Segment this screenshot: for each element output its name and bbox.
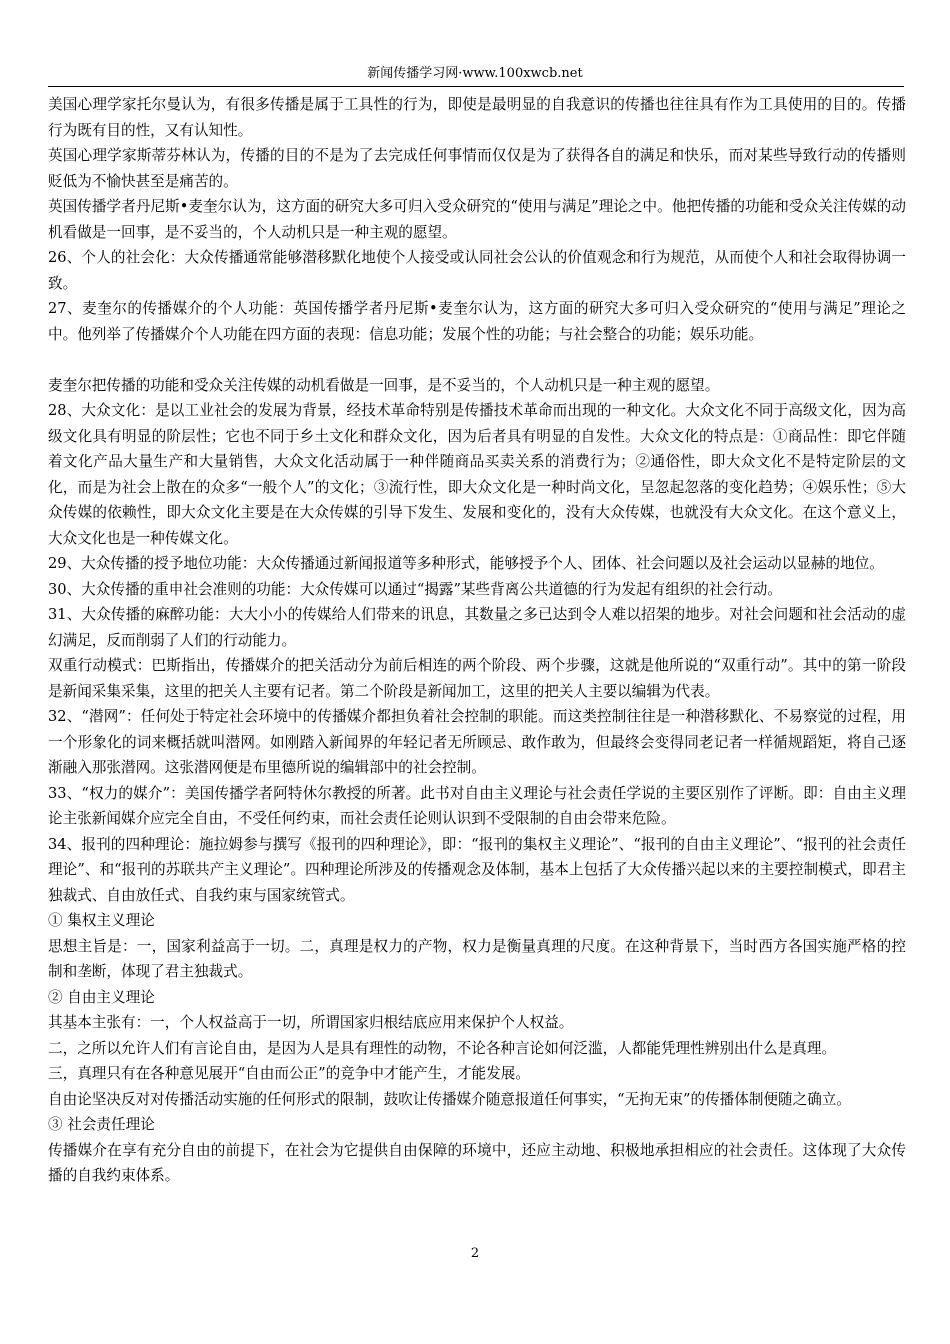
paragraph: 二，之所以允许人们有言论自由，是因为人是具有理性的动物，不论各种言论如何泛滥，人都能凭理性辨别出什么是真理。 bbox=[48, 1039, 837, 1057]
paragraph: 美国心理学家托尔曼认为，有很多传播是属于工具性的行为，即使是最明显的自我意识的传播也往往具有作为工具使用的目的。传播行为既有目的性，又有认知性。 bbox=[48, 96, 906, 139]
paragraph: 双重行动模式：巴斯指出，传播媒介的把关活动分为前后相连的两个阶段、两个步骤，这就是他所说的“双重行动”。其中的第一阶段是新闻采集采集，这里的把关人主要有记者。第二个阶段是新闻加工，这里的把关人主要以编辑为代表。 bbox=[48, 657, 906, 700]
page-header: 新闻传播学习网·www.100xwcb.net bbox=[367, 66, 583, 81]
blank-line bbox=[48, 347, 906, 373]
paragraph: 34、报刊的四种理论：施拉姆参与撰写《报刊的四种理论》，即：“报刊的集权主义理论”、“报刊的自由主义理论”、“报刊的社会责任理论”、和“报刊的苏联共产主义理论”。四种理论所涉及的传播观念及体制，基本上包括了大众传播兴起以来的主要控制模式，即君主独裁式、自由放任式、自我约束与国家统管式。 bbox=[48, 835, 906, 904]
paragraph: 30、大众传播的重申社会准则的功能：大众传媒可以通过“揭露”某些背离公共道德的行为发起有组织的社会行动。 bbox=[48, 580, 782, 598]
section-heading: ① 集权主义理论 bbox=[48, 912, 155, 929]
paragraph: 三，真理只有在各种意见展开“自由而公正”的竞争中才能产生，才能发展。 bbox=[48, 1065, 530, 1082]
section-heading: ② 自由主义理论 bbox=[48, 988, 155, 1006]
paragraph: 思想主旨是：一，国家利益高于一切。二，真理是权力的产物，权力是衡量真理的尺度。在这种背景下，当时西方各国实施严格的控制和垄断，体现了君主独裁式。 bbox=[48, 937, 906, 980]
paragraph: 自由论坚决反对对传播活动实施的任何形式的限制，鼓吹让传播媒介随意报道任何事实，“无拘无束”的传播体制便随之确立。 bbox=[48, 1090, 851, 1108]
paragraph: 32、“潜网”：任何处于特定社会环境中的传播媒介都担负着社会控制的职能。而这类控制往往是一种潜移默化、不易察觉的过程，用一个形象化的词来概括就叫潜网。如刚踏入新闻界的年轻记者无所顾忌、敢作敢为，但最终会变得同老记者一样循规蹈矩，将自己逐渐融入那张潜网。这张潜网便是布里德所说的编辑部中的社会控制。 bbox=[48, 708, 906, 776]
paragraph: 26、个人的社会化：大众传播通常能够潜移默化地使个人接受或认同社会公认的价值观念和行为规范，从而使个人和社会取得协调一致。 bbox=[48, 249, 906, 292]
section-heading: ③ 社会责任理论 bbox=[48, 1116, 155, 1133]
paragraph: 英国心理学家斯蒂芬林认为，传播的目的不是为了去完成任何事情而仅仅是为了获得各自的满足和快乐，而对某些导致行动的传播则贬低为不愉快甚至是痛苦的。 bbox=[48, 147, 906, 190]
paragraph: 31、大众传播的麻醉功能：大大小小的传媒给人们带来的讯息，其数量之多已达到令人难以招架的地步。对社会问题和社会活动的虚幻满足，反而削弱了人们的行动能力。 bbox=[48, 606, 906, 649]
paragraph: 29、大众传播的授予地位功能：大众传播通过新闻报道等多种形式，能够授予个人、团体、社会问题以及社会运动以显赫的地位。 bbox=[48, 555, 884, 572]
paragraph: 麦奎尔把传播的功能和受众关注传媒的动机看做是一回事，是不妥当的，个人动机只是一种主观的愿望。 bbox=[48, 376, 720, 394]
paragraph: 27、麦奎尔的传播媒介的个人功能：英国传播学者丹尼斯•麦奎尔认为，这方面的研究大多可归入受众研究的“使用与满足”理论之中。他列举了传播媒介个人功能在四方面的表现：信息功能；发展个性的功能；与社会整合的功能；娱乐功能。 bbox=[48, 300, 906, 343]
paragraph: 英国传播学者丹尼斯•麦奎尔认为，这方面的研究大多可归入受众研究的“使用与满足”理论之中。他把传播的功能和受众关注传媒的动机看做是一回事，是不妥当的，个人动机只是一种主观的愿望。 bbox=[48, 198, 906, 241]
header-divider bbox=[48, 86, 904, 87]
paragraph: 28、大众文化：是以工业社会的发展为背景，经技术革命特别是传播技术革命而出现的一种文化。大众文化不同于高级文化，因为高级文化具有明显的阶层性；它也不同于乡土文化和群众文化，因为后者具有明显的自发性。大众文化的特点是：①商品性：即它伴随着文化产品大量生产和大量销售，大众文化活动属于一种伴随商品买卖关系的消费行为；②通俗性，即大众文化不是特定阶层的文化，而是为社会上散在的众多“一般个人”的文化；③流行性，即大众文化是一种时尚文化，呈忽起忽落的变化趋势；④娱乐性；⑤大众传媒的依赖性，即大众文化主要是在大众传媒的引导下发生、发展和变化的，没有大众传媒，也就没有大众文化。在这个意义上，大众文化也是一种传媒文化。 bbox=[48, 402, 906, 547]
paragraph: 传播媒介在享有充分自由的前提下，在社会为它提供自由保障的环境中，还应主动地、积极地承担相应的社会责任。这体现了大众传播的自我约束体系。 bbox=[48, 1141, 906, 1184]
page-number: 2 bbox=[470, 1246, 480, 1261]
paragraph: 其基本主张有：一，个人权益高于一切，所谓国家归根结底应用来保护个人权益。 bbox=[48, 1014, 574, 1031]
paragraph: 33、“权力的媒介”：美国传播学者阿特休尔教授的所著。此书对自由主义理论与社会责任学说的主要区别作了评断。即：自由主义理论主张新闻媒介应完全自由，不受任何约束，而社会责任论则认识到不受限制的自由会带来危险。 bbox=[48, 784, 906, 827]
document-body bbox=[48, 92, 906, 1189]
